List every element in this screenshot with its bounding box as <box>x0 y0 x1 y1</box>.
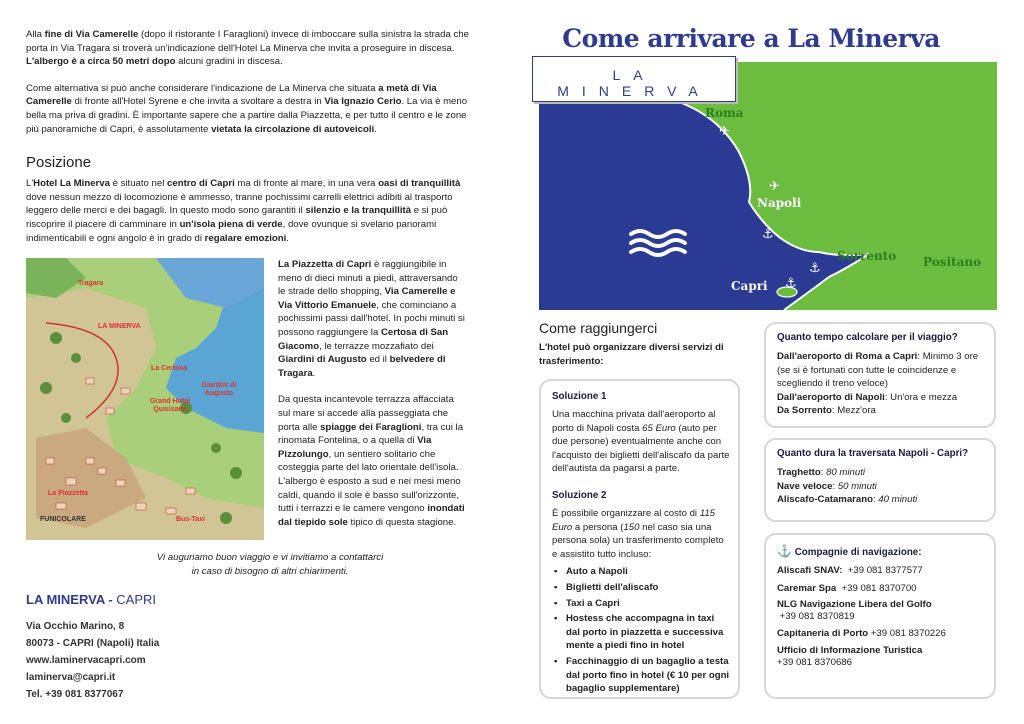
crossing-duration-title: Quanto dura la traversata Napoli - Capri? <box>777 448 969 459</box>
crossing-label: Aliscafo-Catamarano <box>777 494 873 506</box>
solution-1-text-a: Una macchina privata dall'aeroporto al porto di Napoli costa <box>552 409 716 434</box>
text-segment: è raggiungibile in meno di dieci minuti a piedi, attraversando le strade dello shopping, <box>278 259 458 298</box>
travel-time-naples <box>777 391 987 405</box>
company-phone: +39 081 8377577 <box>847 565 923 576</box>
company-row <box>777 582 987 596</box>
city-line: 80073 - CAPRI (Napoli) Italia <box>26 638 160 649</box>
crossing-row: Aliscafo-Catamarano: 40 minuti <box>777 494 918 506</box>
bold-text-segment: Giardini di Augusto <box>278 354 367 366</box>
shipping-companies-box <box>764 533 996 699</box>
anchor-icon-napoli: ⚓ <box>762 227 774 242</box>
map-label-napoli: Napoli <box>757 196 802 210</box>
anchor-icon: ⚓ <box>777 544 792 558</box>
reach-heading: Come raggiungerci <box>539 320 658 336</box>
crossing-value: 40 minuti <box>878 494 918 506</box>
text-segment: , dove ovunque si svelano panorami indimenticabili e ogni angolo è in grado di <box>26 218 437 244</box>
intro-paragraph-2 <box>26 82 476 136</box>
text-segment: è situato nel <box>109 178 168 190</box>
solution-2-text-c: nel caso sia una persona sola) un trasferimento completo e assistito tutto incluso: <box>552 521 724 560</box>
piazzetta-paragraph <box>278 258 466 380</box>
bold-text-segment: L'albergo è a circa 50 metri dopo <box>26 56 176 68</box>
service-item: • Taxi a Capri <box>562 597 730 611</box>
left-column <box>26 28 476 245</box>
service-item: • Facchinaggio di un bagaglio a testa dal porto fino in hotel (€ 10 per ogni bagaglio supplementare) <box>562 655 730 696</box>
crossing-duration-box <box>764 438 996 522</box>
text-segment: dove nessun mezzo di locomozione è ammesso, tranne pochissimi carrelli elettrici adibiti al trasporto leggero delle merci e dei bagagli. In questo modo sono garantiti il <box>26 191 453 217</box>
bold-text-segment: Certosa di San Giacomo <box>278 326 449 352</box>
travel-time-sorrento-text: : Mezz'ora <box>831 405 876 417</box>
text-segment: (dopo il ristorante I Faraglioni) invece di imboccare sulla sinistra la strada che porta in Via Tragara si troverà un'indicazione dell'Hotel La Minerva che invita a proseguire in discesa. <box>26 29 469 54</box>
bold-text-segment: inondati dal tiepido sole <box>278 503 465 528</box>
bold-text-segment: oasi di tranquillità <box>378 178 461 190</box>
map-label-giardini: Giardini di Augusto <box>201 382 237 397</box>
travel-time-naples-text: : Un'ora e mezza <box>884 391 958 403</box>
closing-line-1: Vi auguriamo buon viaggio e vi invitiamo a contattarci <box>156 552 384 563</box>
crossing-rows <box>777 466 987 507</box>
solution-2-price-2: 150 <box>623 521 640 533</box>
company-phone: +39 081 8370226 <box>870 628 946 640</box>
hotel-name-main: LA MINERVA - <box>26 592 117 607</box>
terrace-paragraph <box>278 393 466 529</box>
map-label-positano: Positano <box>923 255 982 269</box>
hotel-name-city: CAPRI <box>116 592 157 607</box>
travel-time-naples-label: Dall'aeroporto di Napoli <box>777 391 885 403</box>
piazzetta-column <box>278 258 466 529</box>
companies-title-row <box>777 544 987 558</box>
solution-2-text-b: a persona ( <box>572 521 624 533</box>
closing-note <box>130 551 410 578</box>
website-link[interactable]: www.laminervacapri.com <box>26 655 146 666</box>
crossing-row: Traghetto: 80 minuti <box>777 467 865 478</box>
travel-time-box <box>764 322 996 428</box>
map-label-bus-taxi: Bus-Taxi <box>176 516 206 523</box>
bold-text-segment: silenzio e la tranquillità <box>305 205 412 217</box>
crossing-row: Nave veloce: 50 minuti <box>777 480 877 492</box>
plane-icon-napoli: ✈ <box>769 179 780 194</box>
text-segment: ma di fronte al mare, in una vera <box>234 178 379 190</box>
bold-text-segment: fine di Via Camerelle <box>44 29 139 40</box>
text-segment: . <box>286 232 289 244</box>
text-segment: di fronte all'Hotel Syrene e che invita a svoltare a destra in <box>71 96 325 108</box>
bold-text-segment: a metà di Via Camerelle <box>26 82 437 108</box>
solution-2-text-a: È possibile organizzare al costo di <box>552 507 700 519</box>
map-label-la-minerva: LA MINERVA <box>98 323 141 330</box>
text-segment: Da questa incantevole terrazza affacciata sul mare si accede alla passeggiata che porta alle <box>278 394 454 433</box>
solution-2-text <box>552 507 730 561</box>
services-list <box>552 565 730 695</box>
company-row <box>777 627 987 641</box>
contact-block <box>26 618 159 703</box>
company-phone: +39 081 8370700 <box>841 582 917 594</box>
map-label-sorrento: Sorrento <box>837 249 897 263</box>
text-segment: Alla <box>26 29 45 40</box>
map-label-certosa: La Certosa <box>151 365 188 372</box>
logo-text: LA MINERVA <box>557 67 711 99</box>
address: Via Occhio Marino, 8 <box>26 621 125 632</box>
company-phone: +39 081 8370819 <box>779 611 855 623</box>
solution-2-price-1: 115 Euro <box>552 507 716 533</box>
solution-1-title: Soluzione 1 <box>552 391 607 402</box>
phone: Tel. +39 081 8377067 <box>26 689 124 700</box>
bold-text-segment: Via Pizzolungo <box>278 435 432 460</box>
company-name: Caremar Spa <box>777 582 837 594</box>
town-map-illustration <box>26 258 264 540</box>
bold-text-segment: un'isola piena di verde <box>179 218 283 230</box>
crossing-label: Traghetto <box>777 467 821 478</box>
bold-text-segment: belvedere di Tragara <box>278 354 446 379</box>
map-label-quisisana: Grand Hotel Quisisana <box>149 398 191 413</box>
travel-time-rome-label: Dall'aeroporto di Roma a Capri <box>777 351 918 362</box>
company-name: NLG Navigazione Libera del Golfo <box>777 599 932 611</box>
plane-icon-roma: ✈ <box>719 124 730 139</box>
map-label-funicolare: FUNICOLARE <box>40 516 86 523</box>
bold-text-segment: Via Ignazio Cerio <box>324 96 402 108</box>
solution-1-text-b: (auto per due persone) eventualmente anche con l'acquisto dei biglietti dell'aliscafo da parte dell'autista da pagarsi a parte. <box>552 422 730 475</box>
service-item: • Biglietti dell'aliscafo <box>562 581 730 595</box>
map-label-capri: Capri <box>731 279 768 293</box>
text-segment: . <box>312 367 316 379</box>
service-item: • Auto a Napoli <box>562 565 730 579</box>
company-row <box>777 564 987 578</box>
text-segment: , tra cui la rinomata Fontelina, o a quella di <box>278 421 464 447</box>
travel-time-sorrento-label: Da Sorrento <box>777 405 832 417</box>
bold-text-segment: centro di Capri <box>167 178 235 190</box>
bold-text-segment: spiagge dei Faraglioni <box>320 421 422 433</box>
text-segment: Come alternativa si può anche considerare l'indicazione de La Minerva che situata <box>26 82 379 94</box>
la-minerva-logo <box>532 56 736 102</box>
company-phone: +39 081 8370686 <box>777 656 852 668</box>
solution-2-title: Soluzione 2 <box>552 489 607 501</box>
email-link[interactable]: laminerva@capri.it <box>26 672 116 683</box>
company-name: Aliscafi SNAV: <box>777 565 843 576</box>
map-label-piazzetta: La Piazzetta <box>48 490 89 497</box>
bold-text-segment: vietata la circolazione di autoveicoli <box>211 123 375 135</box>
crossing-value: 80 minuti <box>826 467 865 478</box>
map-label-tragara: Tragara <box>78 280 104 287</box>
travel-time-rome-text: : Minimo 3 ore (se si è fortunati con tutte le coincidenze e scegliendo il treno veloce) <box>777 351 979 390</box>
text-segment: , che cominciano a pochissimi passi dall'hotel. In pochi minuti si possono raggiungere la <box>278 299 465 338</box>
text-segment: , le terrazze mozzafiato dei <box>319 340 434 352</box>
travel-time-title: Quanto tempo calcolare per il viaggio? <box>777 332 958 343</box>
position-heading: Posizione <box>26 154 92 172</box>
intro-paragraph-1 <box>26 28 476 69</box>
companies-title: Compagnie di navigazione: <box>794 547 922 558</box>
closing-line-2: in caso di bisogno di altri chiarimenti. <box>191 565 349 577</box>
bold-text-segment: Hotel La Minerva <box>33 178 110 190</box>
solution-1-price: 65 Euro <box>642 422 676 434</box>
text-segment: , un sentiero solitario che costeggia parte del lato orientale dell'isola. L'albergo è esposto a sud e nei mesi meno caldi, quando il sole è basso sull'orizzonte, tutti i terrazzi e le camere vengono <box>278 448 461 515</box>
company-name: Capitaneria di Porto <box>777 628 869 640</box>
crossing-label: Nave veloce <box>777 480 833 492</box>
position-paragraph <box>26 177 476 245</box>
solutions-box <box>539 379 740 699</box>
anchor-icon-sorrento: ⚓ <box>809 261 821 276</box>
travel-time-sorrento <box>777 404 987 418</box>
company-row <box>777 645 987 669</box>
anchor-icon-capri: ⚓ <box>785 276 797 291</box>
text-segment: L' <box>26 178 34 190</box>
text-segment: . La via è meno bella ma priva di gradini. È importante sapere che a partire dalla Piazzetta, e per tutto il centro e le zone più panoramiche di Capri, è assolutamente <box>26 96 468 135</box>
text-segment: ed il <box>366 354 390 366</box>
bold-text-segment: La Piazzetta di Capri <box>278 259 372 270</box>
company-name: Ufficio di Informazione Turistica <box>777 644 923 656</box>
capri-town-map <box>26 258 264 540</box>
hotel-name <box>26 592 156 607</box>
page-title: Come arrivare a La Minerva <box>562 24 940 53</box>
crossing-value: 50 minuti <box>837 480 877 492</box>
reach-intro: L'hotel può organizzare diversi servizi di trasferimento: <box>539 342 724 367</box>
bold-text-segment: regalare emozioni <box>204 232 287 244</box>
companies-list <box>777 564 987 669</box>
map-label-roma: Roma <box>705 106 744 120</box>
solution-1-text <box>552 408 730 476</box>
travel-time-rome <box>777 350 987 391</box>
company-row <box>777 599 987 623</box>
bold-text-segment: Via Camerelle e Via Vittorio Emanuele <box>278 286 456 311</box>
text-segment: e si può riscoprire il piacere di camminare in <box>26 205 448 230</box>
text-segment: . <box>374 123 377 135</box>
text-segment: alcuni gradini in discesa. <box>175 56 283 68</box>
service-item: • Hostess che accompagna in taxi dal porto in piazzetta e successiva mente a piedi fino in hotel <box>562 612 730 653</box>
text-segment: tipico di questa stagione. <box>347 516 457 528</box>
